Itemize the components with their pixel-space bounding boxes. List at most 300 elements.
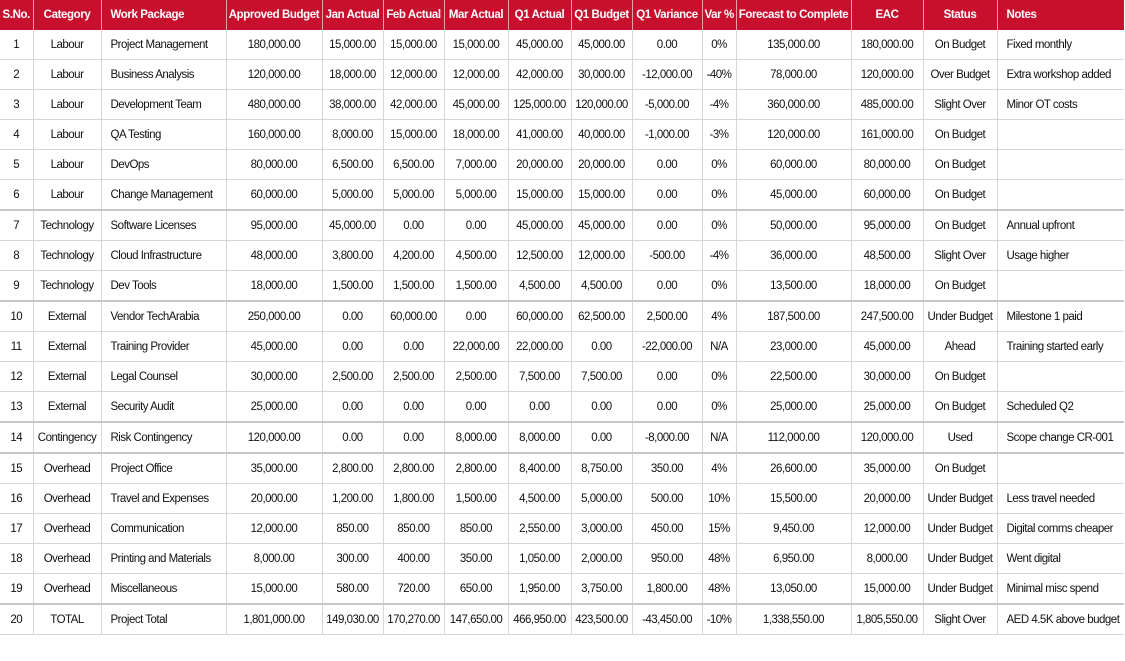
table-cell: 60,000.00: [736, 150, 851, 180]
table-cell: 30,000.00: [851, 362, 923, 392]
table-cell: Dev Tools: [101, 271, 226, 302]
table-cell: Under Budget: [923, 514, 997, 544]
table-row: [0, 120, 1124, 150]
table-cell: Software Licenses: [101, 210, 226, 241]
table-cell: 5,000.00: [383, 180, 444, 211]
table-cell: 0.00: [632, 271, 702, 302]
table-cell: 160,000.00: [226, 120, 322, 150]
table-cell: Annual upfront: [997, 210, 1124, 241]
table-cell: 400.00: [383, 544, 444, 574]
table-cell: 120,000.00: [571, 90, 632, 120]
table-cell: Security Audit: [101, 392, 226, 423]
table-cell: 850.00: [444, 514, 508, 544]
table-cell: 8,000.00: [508, 422, 571, 453]
table-cell: Overhead: [33, 453, 101, 484]
table-cell: 0.00: [383, 392, 444, 423]
table-cell: Scheduled Q2: [997, 392, 1124, 423]
table-cell: 350.00: [444, 544, 508, 574]
table-cell: 45,000.00: [508, 30, 571, 60]
table-cell: Legal Counsel: [101, 362, 226, 392]
table-cell: 19: [0, 574, 33, 605]
table-cell: 147,650.00: [444, 604, 508, 635]
table-cell: 7: [0, 210, 33, 241]
table-cell: 1,500.00: [322, 271, 383, 302]
table-cell: 48%: [702, 544, 736, 574]
table-cell: 15: [0, 453, 33, 484]
table-row: [0, 30, 1124, 60]
table-cell: 8,000.00: [322, 120, 383, 150]
table-cell: Training started early: [997, 332, 1124, 362]
table-cell: 485,000.00: [851, 90, 923, 120]
column-header: Status: [923, 0, 997, 30]
table-row: [0, 604, 1124, 635]
table-cell: 2,500.00: [322, 362, 383, 392]
table-cell: 3,750.00: [571, 574, 632, 605]
table-cell: 2,500.00: [444, 362, 508, 392]
table-cell: Labour: [33, 150, 101, 180]
table-cell: 350.00: [632, 453, 702, 484]
table-cell: 5,000.00: [444, 180, 508, 211]
table-cell: On Budget: [923, 30, 997, 60]
table-cell: 0.00: [383, 210, 444, 241]
table-cell: 13,500.00: [736, 271, 851, 302]
table-cell: 48,500.00: [851, 241, 923, 271]
table-cell: On Budget: [923, 210, 997, 241]
column-header: Jan Actual: [322, 0, 383, 30]
table-cell: Minor OT costs: [997, 90, 1124, 120]
table-cell: Under Budget: [923, 484, 997, 514]
table-cell: 26,600.00: [736, 453, 851, 484]
table-cell: -43,450.00: [632, 604, 702, 635]
table-cell: [997, 362, 1124, 392]
table-cell: 120,000.00: [851, 60, 923, 90]
table-row: [0, 90, 1124, 120]
table-cell: -40%: [702, 60, 736, 90]
table-cell: 187,500.00: [736, 301, 851, 332]
column-header: Q1 Budget: [571, 0, 632, 30]
table-cell: On Budget: [923, 453, 997, 484]
table-cell: Less travel needed: [997, 484, 1124, 514]
table-cell: 10%: [702, 484, 736, 514]
table-cell: Project Management: [101, 30, 226, 60]
table-cell: 2,800.00: [444, 453, 508, 484]
table-cell: On Budget: [923, 271, 997, 302]
table-cell: 1,050.00: [508, 544, 571, 574]
table-cell: 18,000.00: [322, 60, 383, 90]
table-cell: 0.00: [508, 392, 571, 423]
table-cell: 2,550.00: [508, 514, 571, 544]
table-cell: 180,000.00: [226, 30, 322, 60]
table-cell: 40,000.00: [571, 120, 632, 150]
table-cell: [997, 120, 1124, 150]
table-cell: 20: [0, 604, 33, 635]
table-cell: 2: [0, 60, 33, 90]
table-cell: 3,000.00: [571, 514, 632, 544]
table-cell: 0%: [702, 180, 736, 211]
table-cell: 0.00: [444, 392, 508, 423]
table-row: [0, 60, 1124, 90]
table-cell: 15,000.00: [383, 120, 444, 150]
table-cell: 50,000.00: [736, 210, 851, 241]
table-cell: 7,500.00: [571, 362, 632, 392]
table-cell: 45,000.00: [508, 210, 571, 241]
table-cell: 6,500.00: [322, 150, 383, 180]
table-cell: On Budget: [923, 120, 997, 150]
table-cell: 2,500.00: [383, 362, 444, 392]
table-cell: 8,750.00: [571, 453, 632, 484]
table-cell: 1,200.00: [322, 484, 383, 514]
table-cell: 80,000.00: [226, 150, 322, 180]
table-row: [0, 271, 1124, 302]
table-cell: Usage higher: [997, 241, 1124, 271]
table-cell: 35,000.00: [226, 453, 322, 484]
table-cell: Labour: [33, 120, 101, 150]
table-cell: Slight Over: [923, 90, 997, 120]
table-cell: Went digital: [997, 544, 1124, 574]
table-cell: 0%: [702, 271, 736, 302]
table-cell: 6,950.00: [736, 544, 851, 574]
table-cell: 60,000.00: [226, 180, 322, 211]
table-cell: -1,000.00: [632, 120, 702, 150]
table-cell: 5,000.00: [571, 484, 632, 514]
table-cell: 0.00: [571, 392, 632, 423]
table-cell: 0%: [702, 362, 736, 392]
table-cell: 15,000.00: [226, 574, 322, 605]
table-cell: 2,500.00: [632, 301, 702, 332]
table-cell: 0.00: [632, 150, 702, 180]
table-cell: 650.00: [444, 574, 508, 605]
column-header: EAC: [851, 0, 923, 30]
table-cell: -22,000.00: [632, 332, 702, 362]
table-cell: 15,000.00: [571, 180, 632, 211]
table-cell: 120,000.00: [226, 60, 322, 90]
table-cell: 112,000.00: [736, 422, 851, 453]
table-cell: 0.00: [571, 332, 632, 362]
table-cell: 78,000.00: [736, 60, 851, 90]
table-cell: 35,000.00: [851, 453, 923, 484]
table-cell: Under Budget: [923, 574, 997, 605]
table-cell: Change Management: [101, 180, 226, 211]
table-cell: 60,000.00: [851, 180, 923, 211]
table-cell: 17: [0, 514, 33, 544]
table-cell: 15,000.00: [322, 30, 383, 60]
table-cell: 25,000.00: [226, 392, 322, 423]
table-cell: 45,000.00: [851, 332, 923, 362]
table-cell: 466,950.00: [508, 604, 571, 635]
table-cell: [997, 271, 1124, 302]
table-cell: -4%: [702, 90, 736, 120]
table-cell: Fixed monthly: [997, 30, 1124, 60]
table-cell: 20,000.00: [571, 150, 632, 180]
table-row: [0, 422, 1124, 453]
table-cell: 42,000.00: [383, 90, 444, 120]
table-cell: 80,000.00: [851, 150, 923, 180]
table-cell: Development Team: [101, 90, 226, 120]
table-cell: 20,000.00: [508, 150, 571, 180]
table-cell: 15,000.00: [383, 30, 444, 60]
table-cell: 16: [0, 484, 33, 514]
table-cell: TOTAL: [33, 604, 101, 635]
table-cell: 850.00: [322, 514, 383, 544]
table-cell: 10: [0, 301, 33, 332]
column-header: Category: [33, 0, 101, 30]
table-cell: Overhead: [33, 544, 101, 574]
table-cell: 48,000.00: [226, 241, 322, 271]
table-cell: 1,950.00: [508, 574, 571, 605]
table-cell: 45,000.00: [322, 210, 383, 241]
table-cell: 12,500.00: [508, 241, 571, 271]
table-cell: 0.00: [632, 210, 702, 241]
table-row: [0, 574, 1124, 605]
table-cell: 0.00: [322, 392, 383, 423]
table-cell: 161,000.00: [851, 120, 923, 150]
table-cell: 20,000.00: [226, 484, 322, 514]
column-header: Mar Actual: [444, 0, 508, 30]
table-cell: 18,000.00: [444, 120, 508, 150]
table-cell: -10%: [702, 604, 736, 635]
table-cell: 25,000.00: [851, 392, 923, 423]
table-row: [0, 453, 1124, 484]
table-cell: Overhead: [33, 484, 101, 514]
table-cell: Under Budget: [923, 301, 997, 332]
table-cell: 1,801,000.00: [226, 604, 322, 635]
table-header-row: [0, 0, 1124, 30]
table-cell: [997, 150, 1124, 180]
table-cell: 1,500.00: [444, 271, 508, 302]
table-cell: 480,000.00: [226, 90, 322, 120]
table-cell: Vendor TechArabia: [101, 301, 226, 332]
table-cell: 23,000.00: [736, 332, 851, 362]
table-cell: Digital comms cheaper: [997, 514, 1124, 544]
table-cell: Technology: [33, 210, 101, 241]
table-cell: Technology: [33, 271, 101, 302]
table-cell: 15%: [702, 514, 736, 544]
table-cell: 8: [0, 241, 33, 271]
table-cell: 250,000.00: [226, 301, 322, 332]
table-cell: 12,000.00: [851, 514, 923, 544]
table-cell: 45,000.00: [444, 90, 508, 120]
table-cell: Milestone 1 paid: [997, 301, 1124, 332]
table-cell: On Budget: [923, 150, 997, 180]
table-cell: 4%: [702, 453, 736, 484]
table-cell: 1,500.00: [383, 271, 444, 302]
table-cell: Under Budget: [923, 544, 997, 574]
table-cell: 0.00: [632, 392, 702, 423]
table-cell: 62,500.00: [571, 301, 632, 332]
table-cell: N/A: [702, 422, 736, 453]
table-cell: 25,000.00: [736, 392, 851, 423]
table-cell: 12,000.00: [383, 60, 444, 90]
table-cell: 15,000.00: [508, 180, 571, 211]
table-cell: 0.00: [632, 30, 702, 60]
table-row: [0, 150, 1124, 180]
table-cell: 0%: [702, 392, 736, 423]
table-cell: 850.00: [383, 514, 444, 544]
table-cell: -500.00: [632, 241, 702, 271]
table-cell: 30,000.00: [571, 60, 632, 90]
table-cell: 120,000.00: [851, 422, 923, 453]
table-cell: 135,000.00: [736, 30, 851, 60]
table-cell: Over Budget: [923, 60, 997, 90]
table-cell: [997, 453, 1124, 484]
table-cell: 30,000.00: [226, 362, 322, 392]
table-cell: 0.00: [444, 301, 508, 332]
table-cell: DevOps: [101, 150, 226, 180]
table-cell: Overhead: [33, 514, 101, 544]
table-cell: 2,800.00: [322, 453, 383, 484]
table-cell: Used: [923, 422, 997, 453]
table-row: [0, 210, 1124, 241]
table-cell: 8,000.00: [851, 544, 923, 574]
table-cell: 120,000.00: [736, 120, 851, 150]
table-cell: [997, 180, 1124, 211]
table-cell: 7,000.00: [444, 150, 508, 180]
table-cell: AED 4.5K above budget: [997, 604, 1124, 635]
table-cell: 120,000.00: [226, 422, 322, 453]
table-cell: Ahead: [923, 332, 997, 362]
table-cell: 42,000.00: [508, 60, 571, 90]
table-cell: 4,500.00: [571, 271, 632, 302]
table-cell: 8,000.00: [226, 544, 322, 574]
table-cell: 360,000.00: [736, 90, 851, 120]
table-cell: 18: [0, 544, 33, 574]
table-cell: Overhead: [33, 574, 101, 605]
table-cell: Minimal misc spend: [997, 574, 1124, 605]
table-cell: 7,500.00: [508, 362, 571, 392]
table-cell: 1,805,550.00: [851, 604, 923, 635]
table-cell: 45,000.00: [226, 332, 322, 362]
table-cell: 22,000.00: [508, 332, 571, 362]
table-cell: Training Provider: [101, 332, 226, 362]
table-cell: Cloud Infrastructure: [101, 241, 226, 271]
column-header: Work Package: [101, 0, 226, 30]
table-cell: 15,500.00: [736, 484, 851, 514]
table-cell: On Budget: [923, 392, 997, 423]
table-cell: -3%: [702, 120, 736, 150]
table-cell: 48%: [702, 574, 736, 605]
table-cell: 14: [0, 422, 33, 453]
table-cell: Project Total: [101, 604, 226, 635]
table-cell: 0%: [702, 210, 736, 241]
column-header: Notes: [997, 0, 1124, 30]
table-cell: 18,000.00: [851, 271, 923, 302]
table-cell: Communication: [101, 514, 226, 544]
table-cell: 5,000.00: [322, 180, 383, 211]
table-cell: Travel and Expenses: [101, 484, 226, 514]
table-cell: 0.00: [383, 422, 444, 453]
column-header: Q1 Variance: [632, 0, 702, 30]
table-cell: 125,000.00: [508, 90, 571, 120]
table-cell: 0.00: [444, 210, 508, 241]
column-header: Q1 Actual: [508, 0, 571, 30]
table-row: [0, 241, 1124, 271]
table-body: [0, 30, 1124, 635]
table-cell: External: [33, 301, 101, 332]
table-cell: 0.00: [571, 422, 632, 453]
table-cell: 60,000.00: [383, 301, 444, 332]
table-cell: Contingency: [33, 422, 101, 453]
table-cell: 6: [0, 180, 33, 211]
table-cell: Extra workshop added: [997, 60, 1124, 90]
table-cell: 9: [0, 271, 33, 302]
table-cell: 15,000.00: [851, 574, 923, 605]
table-cell: 45,000.00: [571, 210, 632, 241]
table-cell: Scope change CR-001: [997, 422, 1124, 453]
table-cell: Slight Over: [923, 604, 997, 635]
table-cell: 580.00: [322, 574, 383, 605]
table-cell: QA Testing: [101, 120, 226, 150]
table-cell: 0.00: [632, 180, 702, 211]
table-cell: 95,000.00: [226, 210, 322, 241]
table-cell: Labour: [33, 90, 101, 120]
table-cell: 1,800.00: [383, 484, 444, 514]
table-row: [0, 392, 1124, 423]
table-cell: Slight Over: [923, 241, 997, 271]
table-cell: 12,000.00: [226, 514, 322, 544]
table-cell: 9,450.00: [736, 514, 851, 544]
column-header: Var %: [702, 0, 736, 30]
table-cell: 2,800.00: [383, 453, 444, 484]
table-cell: -8,000.00: [632, 422, 702, 453]
table-cell: 950.00: [632, 544, 702, 574]
table-row: [0, 362, 1124, 392]
table-cell: 4%: [702, 301, 736, 332]
table-cell: 170,270.00: [383, 604, 444, 635]
table-row: [0, 301, 1124, 332]
table-cell: 720.00: [383, 574, 444, 605]
table-cell: Labour: [33, 30, 101, 60]
table-cell: 8,000.00: [444, 422, 508, 453]
table-cell: 95,000.00: [851, 210, 923, 241]
table-cell: External: [33, 392, 101, 423]
table-cell: 45,000.00: [736, 180, 851, 211]
table-cell: Business Analysis: [101, 60, 226, 90]
table-cell: -12,000.00: [632, 60, 702, 90]
table-cell: 41,000.00: [508, 120, 571, 150]
table-row: [0, 544, 1124, 574]
table-cell: 11: [0, 332, 33, 362]
table-cell: 36,000.00: [736, 241, 851, 271]
table-row: [0, 514, 1124, 544]
table-cell: External: [33, 332, 101, 362]
table-cell: 300.00: [322, 544, 383, 574]
table-cell: 22,500.00: [736, 362, 851, 392]
table-cell: 12: [0, 362, 33, 392]
table-cell: Labour: [33, 60, 101, 90]
table-row: [0, 180, 1124, 211]
table-cell: 20,000.00: [851, 484, 923, 514]
column-header: Feb Actual: [383, 0, 444, 30]
table-cell: 3,800.00: [322, 241, 383, 271]
table-cell: 15,000.00: [444, 30, 508, 60]
table-cell: 22,000.00: [444, 332, 508, 362]
table-cell: 13: [0, 392, 33, 423]
table-row: [0, 484, 1124, 514]
column-header: Approved Budget: [226, 0, 322, 30]
table-cell: 45,000.00: [571, 30, 632, 60]
table-cell: 1,338,550.00: [736, 604, 851, 635]
table-cell: 4,200.00: [383, 241, 444, 271]
table-cell: 12,000.00: [571, 241, 632, 271]
table-cell: 450.00: [632, 514, 702, 544]
table-cell: 3: [0, 90, 33, 120]
table-cell: 60,000.00: [508, 301, 571, 332]
table-cell: 0%: [702, 150, 736, 180]
table-cell: 38,000.00: [322, 90, 383, 120]
table-cell: 13,050.00: [736, 574, 851, 605]
table-cell: 6,500.00: [383, 150, 444, 180]
table-cell: 4,500.00: [444, 241, 508, 271]
